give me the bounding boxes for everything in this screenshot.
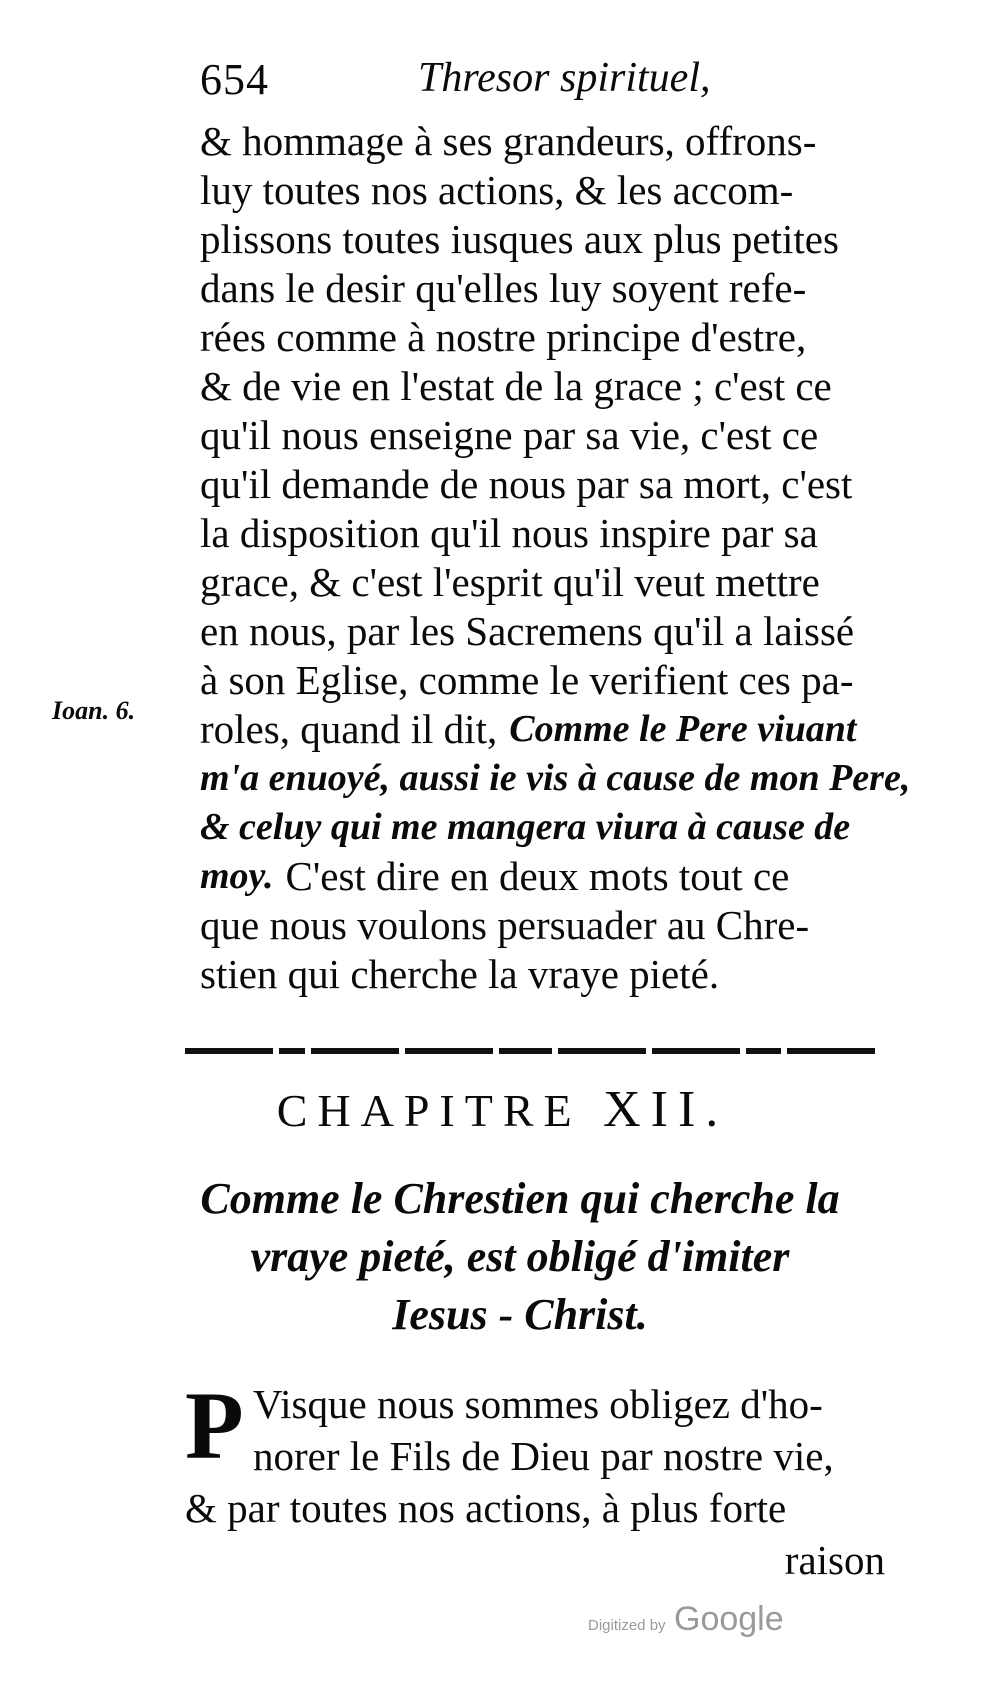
text-line: à son Eglise, comme le verifient ces pa- — [200, 657, 854, 703]
text-line: en nous, par les Sacremens qu'il a laissé — [200, 608, 855, 654]
margin-reference: Ioan. 6. — [52, 696, 136, 725]
text-line: grace, & c'est l'esprit qu'il veut mettre — [200, 559, 820, 605]
watermark-prefix: Digitized by — [588, 1617, 666, 1634]
scripture-quote: moy. — [200, 855, 274, 897]
scripture-quote: Comme le Pere viuant — [509, 708, 857, 750]
drop-cap: P — [185, 1372, 244, 1479]
text-line: luy toutes nos actions, & les accom- — [200, 167, 794, 213]
chapter-title-line: Comme le Chrestien qui cherche la — [200, 1174, 840, 1223]
scripture-quote-line: m'a enuoyé, aussi ie vis à cause de mon Pere, — [200, 757, 911, 799]
catchword: raison — [784, 1537, 885, 1583]
text-line: stien qui cherche la vraye pieté. — [200, 951, 720, 997]
digitization-watermark — [588, 1600, 784, 1639]
chapter-number: XII. — [603, 1081, 729, 1138]
chapter-title-line: Iesus - Christ. — [392, 1290, 648, 1339]
text-line: plissons toutes iusques aux plus petites — [200, 216, 839, 262]
chapter-title — [150, 1170, 890, 1344]
roman-run: roles, quand il dit, — [200, 706, 498, 752]
text-line: dans le desir qu'elles luy soyent refe- — [200, 265, 807, 311]
scripture-quote-line: & celuy qui me mangera viura à cause de — [200, 806, 851, 848]
text-line: & hommage à ses grandeurs, offrons- — [200, 118, 817, 164]
running-title: Thresor spirituel, — [418, 55, 711, 101]
text-line: que nous voulons persuader au Chre- — [200, 902, 810, 948]
chapter-heading — [0, 1080, 1005, 1139]
text-line: & de vie en l'estat de la grace ; c'est ce — [200, 363, 832, 409]
section-divider — [185, 1048, 875, 1056]
text-line: qu'il nous enseigne par sa vie, c'est ce — [200, 412, 819, 458]
watermark-brand: Google — [674, 1600, 784, 1638]
text-line-mixed — [200, 705, 890, 754]
text-line: norer le Fils de Dieu par nostre vie, — [253, 1433, 834, 1479]
text-line-mixed — [200, 852, 890, 901]
text-line: la disposition qu'il nous inspire par sa — [200, 510, 818, 556]
text-line: qu'il demande de nous par sa mort, c'est — [200, 461, 853, 507]
text-line: & par toutes nos actions, à plus forte — [185, 1485, 787, 1531]
page-number: 654 — [200, 55, 269, 104]
roman-run: C'est dire en deux mots tout ce — [285, 853, 790, 899]
page-header — [200, 54, 840, 108]
chapter-label: CHAPITRE — [276, 1085, 582, 1136]
text-line: Visque nous sommes obligez d'ho- — [253, 1381, 823, 1427]
opening-paragraph — [185, 1372, 895, 1586]
chapter-title-line: vraye pieté, est obligé d'imiter — [250, 1232, 790, 1281]
body-text — [200, 117, 911, 999]
text-line: rées comme à nostre principe d'estre, — [200, 314, 807, 360]
